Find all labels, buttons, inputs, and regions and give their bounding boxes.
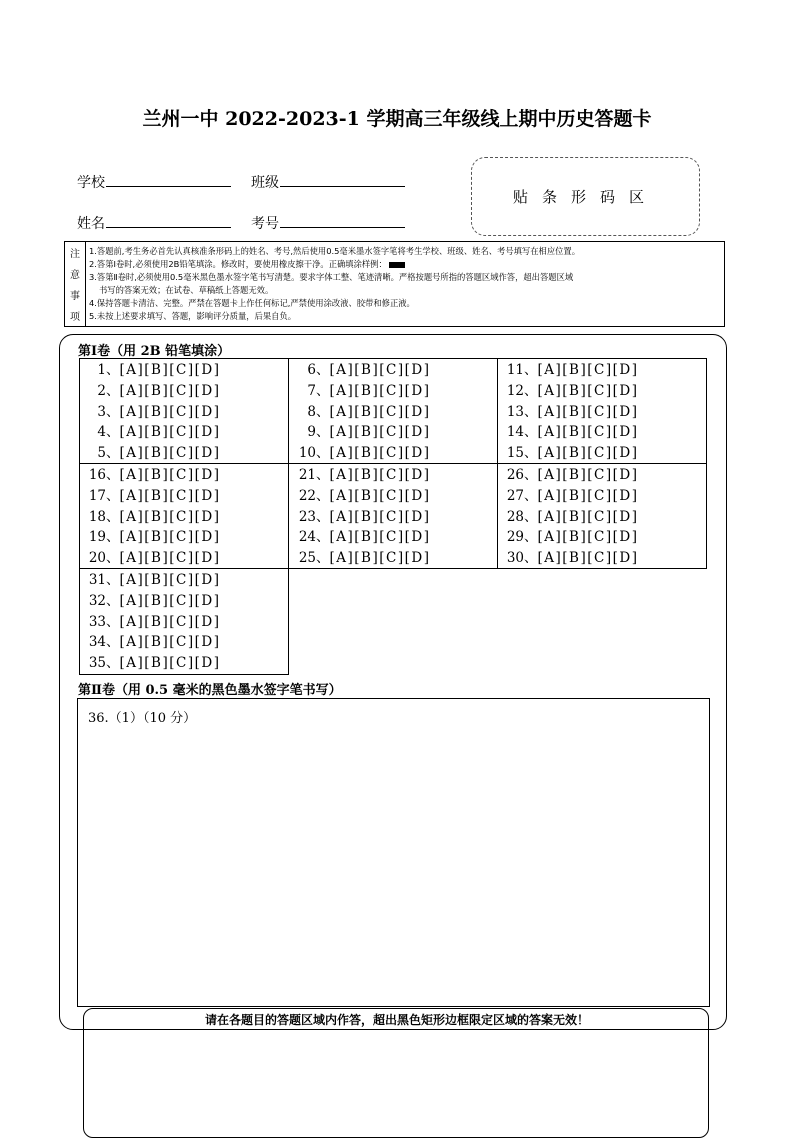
choice-options[interactable]: [A][B][C][D]: [119, 424, 221, 441]
choice-row[interactable]: 19、[A][B][C][D]: [88, 527, 220, 548]
question-number: 15: [506, 445, 524, 462]
question-number: 9: [307, 424, 316, 441]
notice-box: [64, 241, 725, 327]
question-number: 35: [88, 655, 106, 672]
notice-side-label: 注 意 事 项: [65, 242, 86, 326]
choice-row[interactable]: 7、[A][B][C][D]: [298, 381, 430, 402]
question-number: 27: [506, 487, 524, 504]
choice-row[interactable]: 35、[A][B][C][D]: [88, 653, 220, 674]
choice-row[interactable]: 22、[A][B][C][D]: [298, 486, 430, 507]
question-number: 33: [88, 613, 106, 630]
choice-options[interactable]: [A][B][C][D]: [329, 362, 431, 378]
question-number: 12: [506, 382, 524, 399]
choice-row[interactable]: 31、[A][B][C][D]: [88, 570, 220, 591]
question-number: 18: [88, 508, 106, 525]
choice-options[interactable]: [A][B][C][D]: [329, 529, 431, 546]
choice-options[interactable]: [A][B][C][D]: [119, 572, 221, 588]
question-number: 24: [298, 529, 316, 546]
question-number: 16: [88, 467, 106, 483]
choice-row[interactable]: 11、[A][B][C][D]: [506, 360, 638, 381]
question-number: 22: [298, 487, 316, 504]
choice-row[interactable]: 4、[A][B][C][D]: [88, 422, 220, 443]
notice-item: 2.答第Ⅰ卷时,必须使用2B铅笔填涂。修改时，要使用橡皮擦干净。正确填涂样例：: [89, 258, 720, 271]
choice-row[interactable]: 20、[A][B][C][D]: [88, 548, 220, 569]
question-number: 23: [298, 508, 316, 525]
choice-options[interactable]: [A][B][C][D]: [329, 467, 431, 483]
choice-row[interactable]: 28、[A][B][C][D]: [506, 507, 638, 528]
choice-row[interactable]: 10、[A][B][C][D]: [298, 443, 430, 464]
notice-item: 4.保持答题卡清洁、完整。严禁在答题卡上作任何标记,严禁使用涂改液、胶带和修正液。: [89, 298, 415, 308]
choice-options[interactable]: [A][B][C][D]: [329, 382, 431, 399]
choice-options[interactable]: [A][B][C][D]: [119, 445, 221, 462]
choice-options[interactable]: [A][B][C][D]: [119, 508, 221, 525]
question-number: 29: [506, 529, 524, 546]
choice-options[interactable]: [A][B][C][D]: [537, 445, 639, 462]
name-field[interactable]: [106, 213, 231, 228]
choice-row[interactable]: 18、[A][B][C][D]: [88, 507, 220, 528]
choice-options[interactable]: [A][B][C][D]: [119, 550, 221, 567]
exam-no-field[interactable]: [280, 213, 405, 228]
choice-options[interactable]: [A][B][C][D]: [329, 424, 431, 441]
question-number: 1: [97, 362, 106, 378]
choice-row[interactable]: 14、[A][B][C][D]: [506, 422, 638, 443]
question-number: 31: [88, 572, 106, 588]
choice-options[interactable]: [A][B][C][D]: [329, 508, 431, 525]
question-number: 8: [307, 403, 316, 420]
choice-row[interactable]: 33、[A][B][C][D]: [88, 612, 220, 633]
choice-row[interactable]: 15、[A][B][C][D]: [506, 443, 638, 464]
name-label: 姓名: [77, 216, 105, 232]
notice-item: 3.答第Ⅱ卷时,必须使用0.5毫米黑色墨水签字笔书写清楚。要求字体工整、笔迹清晰。严格按题号所指的答题区域作答，超出答题区域: [89, 272, 574, 282]
notice-list: [89, 245, 720, 323]
question-number: 19: [88, 529, 106, 546]
choice-row[interactable]: 34、[A][B][C][D]: [88, 632, 220, 653]
notice-item: 书写的答案无效；在试卷、草稿纸上答题无效。: [99, 285, 274, 295]
choice-row[interactable]: 9、[A][B][C][D]: [298, 422, 430, 443]
choice-row[interactable]: 30、[A][B][C][D]: [506, 548, 638, 569]
question-number: 2: [97, 382, 106, 399]
question-number: 32: [88, 592, 106, 609]
barcode-area: [471, 157, 700, 236]
choice-options[interactable]: [A][B][C][D]: [537, 424, 639, 441]
choice-options[interactable]: [A][B][C][D]: [537, 362, 639, 378]
choice-options[interactable]: [A][B][C][D]: [329, 403, 431, 420]
choice-row[interactable]: 5、[A][B][C][D]: [88, 443, 220, 464]
choice-row[interactable]: 17、[A][B][C][D]: [88, 486, 220, 507]
question-number: 6: [307, 362, 316, 378]
choice-options[interactable]: [A][B][C][D]: [119, 362, 221, 378]
choice-row[interactable]: 12、[A][B][C][D]: [506, 381, 638, 402]
choice-row[interactable]: 32、[A][B][C][D]: [88, 591, 220, 612]
choice-row[interactable]: 8、[A][B][C][D]: [298, 402, 430, 423]
question-number: 21: [298, 467, 316, 483]
choice-options[interactable]: [A][B][C][D]: [537, 550, 639, 567]
choice-options[interactable]: [A][B][C][D]: [537, 487, 639, 504]
choice-row[interactable]: 6、[A][B][C][D]: [298, 360, 430, 381]
question-number: 7: [307, 382, 316, 399]
section2-title: 第Ⅱ卷（用 0.5 毫米的黑色墨水签字笔书写）: [78, 683, 342, 698]
barcode-label: 贴条形码区: [512, 188, 658, 206]
class-field[interactable]: [280, 172, 405, 187]
question-number: 10: [298, 445, 316, 462]
choice-options[interactable]: [A][B][C][D]: [329, 487, 431, 504]
choice-options[interactable]: [A][B][C][D]: [537, 529, 639, 546]
question-number: 28: [506, 508, 524, 525]
question-number: 14: [506, 424, 524, 441]
choice-options[interactable]: [A][B][C][D]: [119, 634, 221, 651]
choice-options[interactable]: [A][B][C][D]: [537, 508, 639, 525]
footer-warning: 请在各题目的答题区域内作答，超出黑色矩形边框限定区域的答案无效！: [204, 1013, 589, 1027]
choice-row[interactable]: 16、[A][B][C][D]: [88, 465, 220, 486]
question-number: 34: [88, 634, 106, 651]
question-number: 13: [506, 403, 524, 420]
question-number: 26: [506, 467, 524, 483]
question-number: 30: [506, 550, 524, 567]
choice-options[interactable]: [A][B][C][D]: [119, 487, 221, 504]
q36-label: 36.（1）（10 分）: [88, 711, 197, 726]
school-field[interactable]: [106, 172, 231, 187]
choice-row[interactable]: 25、[A][B][C][D]: [298, 548, 430, 569]
question-number: 11: [506, 362, 524, 378]
class-label: 班级: [251, 175, 279, 191]
choice-options[interactable]: [A][B][C][D]: [119, 529, 221, 546]
page-title: 兰州一中 2022-2023-1 学期高三年级线上期中历史答题卡: [142, 108, 652, 130]
choice-options[interactable]: [A][B][C][D]: [537, 467, 639, 483]
choice-row[interactable]: 3、[A][B][C][D]: [88, 402, 220, 423]
choice-row[interactable]: 24、[A][B][C][D]: [298, 527, 430, 548]
section1-title: 第Ⅰ卷（用 2B 铅笔填涂）: [78, 344, 231, 359]
choice-row[interactable]: 1、[A][B][C][D]: [88, 360, 220, 381]
choice-options[interactable]: [A][B][C][D]: [119, 467, 221, 483]
choice-options[interactable]: [A][B][C][D]: [537, 382, 639, 399]
choice-options[interactable]: [A][B][C][D]: [119, 382, 221, 399]
q36-answer-box[interactable]: [77, 698, 710, 1007]
school-label: 学校: [77, 175, 105, 191]
choice-options[interactable]: [A][B][C][D]: [329, 445, 431, 462]
exam-no-label: 考号: [251, 216, 279, 232]
choice-row[interactable]: 2、[A][B][C][D]: [88, 381, 220, 402]
question-number: 17: [88, 487, 106, 504]
choice-row[interactable]: 21、[A][B][C][D]: [298, 465, 430, 486]
notice-item: 5.未按上述要求填写、答题，影响评分质量，后果自负。: [89, 311, 297, 321]
question-number: 20: [88, 550, 106, 567]
choice-options[interactable]: [A][B][C][D]: [119, 592, 221, 609]
choice-row[interactable]: 26、[A][B][C][D]: [506, 465, 638, 486]
choice-options[interactable]: [A][B][C][D]: [329, 550, 431, 567]
choice-row[interactable]: 13、[A][B][C][D]: [506, 402, 638, 423]
choice-options[interactable]: [A][B][C][D]: [537, 403, 639, 420]
question-number: 5: [97, 445, 106, 462]
filled-sample-icon: [389, 262, 405, 268]
choice-row[interactable]: 23、[A][B][C][D]: [298, 507, 430, 528]
choice-options[interactable]: [A][B][C][D]: [119, 655, 221, 672]
question-number: 25: [298, 550, 316, 567]
choice-options[interactable]: [A][B][C][D]: [119, 613, 221, 630]
question-number: 4: [97, 424, 106, 441]
choice-row[interactable]: 27、[A][B][C][D]: [506, 486, 638, 507]
choice-options[interactable]: [A][B][C][D]: [119, 403, 221, 420]
notice-item: 1.答题前,考生务必首先认真核准条形码上的姓名、考号,然后使用0.5毫米墨水签字笔将考生学校、班级、姓名、考号填写在相应位置。: [89, 246, 581, 256]
question-number: 3: [97, 403, 106, 420]
choice-row[interactable]: 29、[A][B][C][D]: [506, 527, 638, 548]
